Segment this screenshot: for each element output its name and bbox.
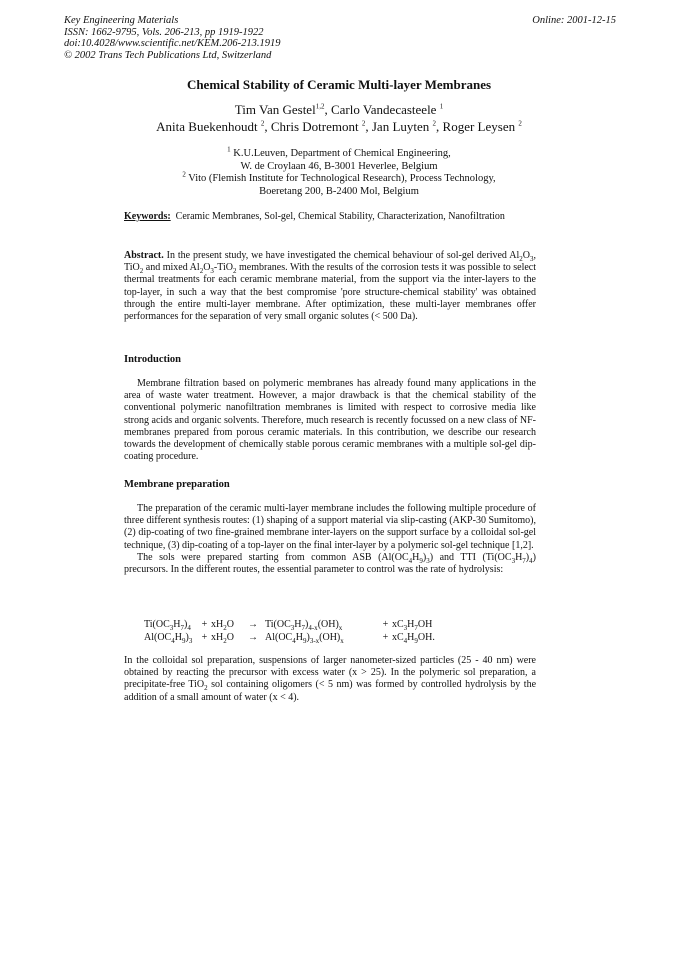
subscript: 3 (511, 556, 516, 565)
author-affiliation-mark: 2 (432, 119, 437, 128)
plus-sign: + (201, 631, 208, 643)
author-name: Chris Dotremont (270, 119, 359, 134)
author-line-1: Tim Van Gestel$^{1,2}$, Carlo Vandecasteele $^1$ (234, 102, 444, 117)
abstract-text: membranes. With the results of the corrosion tests it was possible to select thermal treatments for each ceramic membrane material, from the support via the inter-layers to the top-layer, in such a way that the best compromise 'pore structure-chemical stability' was obtained through the entire multi-layer membrane. After optimization, these multi-layer membranes offer performances for the separation of very small organic solutes (< 500 Da). (124, 262, 536, 323)
abstract-text: , TiO (124, 250, 536, 274)
subscript: 7 (522, 556, 526, 565)
author-affiliation-mark: 2 (361, 119, 366, 128)
affiliation-text: K.U.Leuven, Department of Chemical Engineering, (233, 148, 451, 159)
subscript: 9 (419, 556, 423, 565)
paragraph-text: ) (525, 551, 530, 563)
paragraph-text: H (515, 551, 523, 563)
author-name: Carlo Vandecasteele (330, 102, 437, 117)
subscript: 2 (204, 684, 208, 693)
abstract-label: Abstract. (124, 250, 164, 261)
paragraph-text: ) and TTI (Ti(OC (429, 551, 512, 563)
equation-byproduct: $xC_3H_7OH$ (392, 619, 433, 632)
journal-header (64, 15, 281, 61)
abstract-text: and mixed Al (143, 262, 200, 274)
doi-line[interactable]: doi:10.4028/www.scientific.net/KEM.206-213.1919 (64, 38, 281, 49)
affiliation-text: Vito (Flemish Institute for Technological Research), Process Technology, (188, 173, 496, 184)
affiliation-1-line-1 (60, 145, 618, 161)
issn-line: ISSN: 1662-9795, Vols. 206-213, pp 1919-1922 (64, 26, 264, 38)
plus-sign: + (201, 619, 208, 630)
author-affiliation-mark: 1,2 (315, 102, 325, 111)
keywords-label: Keywords: (124, 211, 171, 222)
affiliation-mark: 1 (227, 145, 231, 154)
equation-reactant: $Ti(OC_3H_7)_4$ (144, 619, 191, 632)
online-date: Online: 2001-12-15 (532, 15, 616, 26)
author-name: Anita Buekenhoudt (156, 119, 258, 134)
author-name: Tim Van Gestel (234, 102, 316, 117)
subscript: 3 (530, 255, 534, 263)
paragraph-text: The sols were prepared starting from common ASB (Al(OC (137, 551, 409, 563)
equation-byproduct: $xC_4H_9OH$. (392, 631, 435, 645)
membrane-preparation-heading: Membrane preparation (124, 479, 230, 490)
abstract-text: O (203, 262, 211, 274)
equation-water: $xH_2O$ (211, 631, 234, 645)
equation-row-ti (144, 619, 462, 632)
abstract-text: In the present study, we have investigated the chemical behaviour of sol-gel derived Al (166, 250, 520, 261)
equation-product: $Al(OC_4H_9)_{3-x}(OH)_x$ (265, 631, 344, 645)
subscript: 2 (139, 267, 144, 276)
author-name: Roger Leysen (442, 119, 516, 134)
author-affiliation-mark: 2 (518, 119, 522, 128)
paper-title: Chemical Stability of Ceramic Multi-layer Membranes (186, 77, 492, 92)
preparation-paragraph-1: The preparation of the ceramic multi-layer membrane includes the following multiple procedure of three different synthesis routes: (1) shaping of a support material via slip-casting (AKP-30 Sumitomo), (2) dip-coating of two fine-grained membrane inter-layers on the support surface by a colloidal sol-gel technique, (3) dip-coating of a top-layer on the final inter-layer by a polymeric sol-gel technique [1,2]. (124, 503, 536, 551)
affiliation-1-line-2: W. de Croylaan 46, B-3001 Heverlee, Belgium (240, 160, 438, 172)
journal-name: Key Engineering Materials (64, 15, 179, 26)
reaction-arrow: → (248, 619, 258, 630)
plus-sign: + (382, 631, 389, 643)
reaction-arrow: → (248, 631, 258, 643)
paragraph-text: H (412, 551, 420, 563)
equation-water: $xH_2O$ (211, 619, 234, 632)
subscript: 3 (426, 556, 430, 565)
author-affiliation-mark: 1 (439, 102, 444, 111)
equation-reactant: $Al(OC_4H_9)_3$ (144, 631, 193, 645)
affiliations (60, 145, 618, 198)
paragraph-text: sol containing oligomers (< 5 nm) was formed by controlled hydrolysis by the addition of a small amount of water (x < 4). (124, 679, 537, 703)
preparation-paragraph-2 (124, 552, 536, 576)
author-affiliation-mark: 2 (260, 119, 265, 128)
subscript: 4 (529, 556, 533, 565)
keywords-text: Ceramic Membranes, Sol-gel, Chemical Stability, Characterization, Nanofiltration (175, 211, 505, 222)
plus-sign: + (382, 619, 389, 630)
sol-preparation-paragraph (124, 655, 536, 704)
keywords (124, 211, 536, 223)
copyright-line: © 2002 Trans Tech Publications Ltd, Switzerland (64, 49, 272, 61)
subscript: 3 (210, 267, 214, 276)
author-list (60, 101, 618, 135)
subscript: 4 (408, 556, 413, 565)
affiliation-2-line-2: Boeretang 200, B-2400 Mol, Belgium (259, 185, 419, 197)
equation-row-al (144, 632, 462, 645)
membrane-preparation-body (124, 503, 536, 576)
author-line-2: Anita Buekenhoudt $^2$, Chris Dotremont $^2$, Jan Luyten $^2$, Roger Leysen $^2$ (156, 119, 522, 134)
subscript: 2 (233, 267, 237, 276)
abstract-text: O (522, 250, 530, 261)
subscript: 2 (519, 255, 523, 263)
paragraph-text: ) precursors. In the different routes, the essential parameter to control was the rate of hydrolysis: (124, 551, 536, 576)
introduction-body (124, 378, 536, 463)
affiliation-mark: 2 (182, 170, 186, 179)
equation-product: $Ti(OC_3H_7)_{4-x}(OH)_x$ (265, 619, 343, 632)
hydrolysis-equations (144, 619, 462, 644)
abstract (124, 250, 536, 323)
introduction-paragraph: Membrane filtration based on polymeric membranes has already found many applications in the area of waste water treatment. However, a major drawback is that the chemical stability of the conventional polymeric nanofiltration membranes is limited with respect to corrosive media like strong acids and organic solvents. Therefore, much research is recently focussed on a new class of NF-membranes prepared from porous ceramic materials. In this contribution, we describe our research towards the development of chemically stable porous ceramic membranes with a multiple sol-gel dip-coating procedure. (124, 378, 536, 463)
paragraph-text: In the colloidal sol preparation, suspensions of larger nanometer-sized particles (25 - 40 nm) were obtained by reacting the precursor with excess water (x > 25). In the polymeric sol preparation, a precipitate-free TiO (124, 655, 536, 691)
paragraph-text: ) (422, 551, 427, 563)
subscript: 2 (199, 267, 204, 276)
affiliation-2-line-1 (60, 170, 618, 186)
abstract-text: -TiO (213, 262, 234, 274)
author-name: Jan Luyten (371, 119, 430, 134)
introduction-heading: Introduction (124, 354, 181, 365)
